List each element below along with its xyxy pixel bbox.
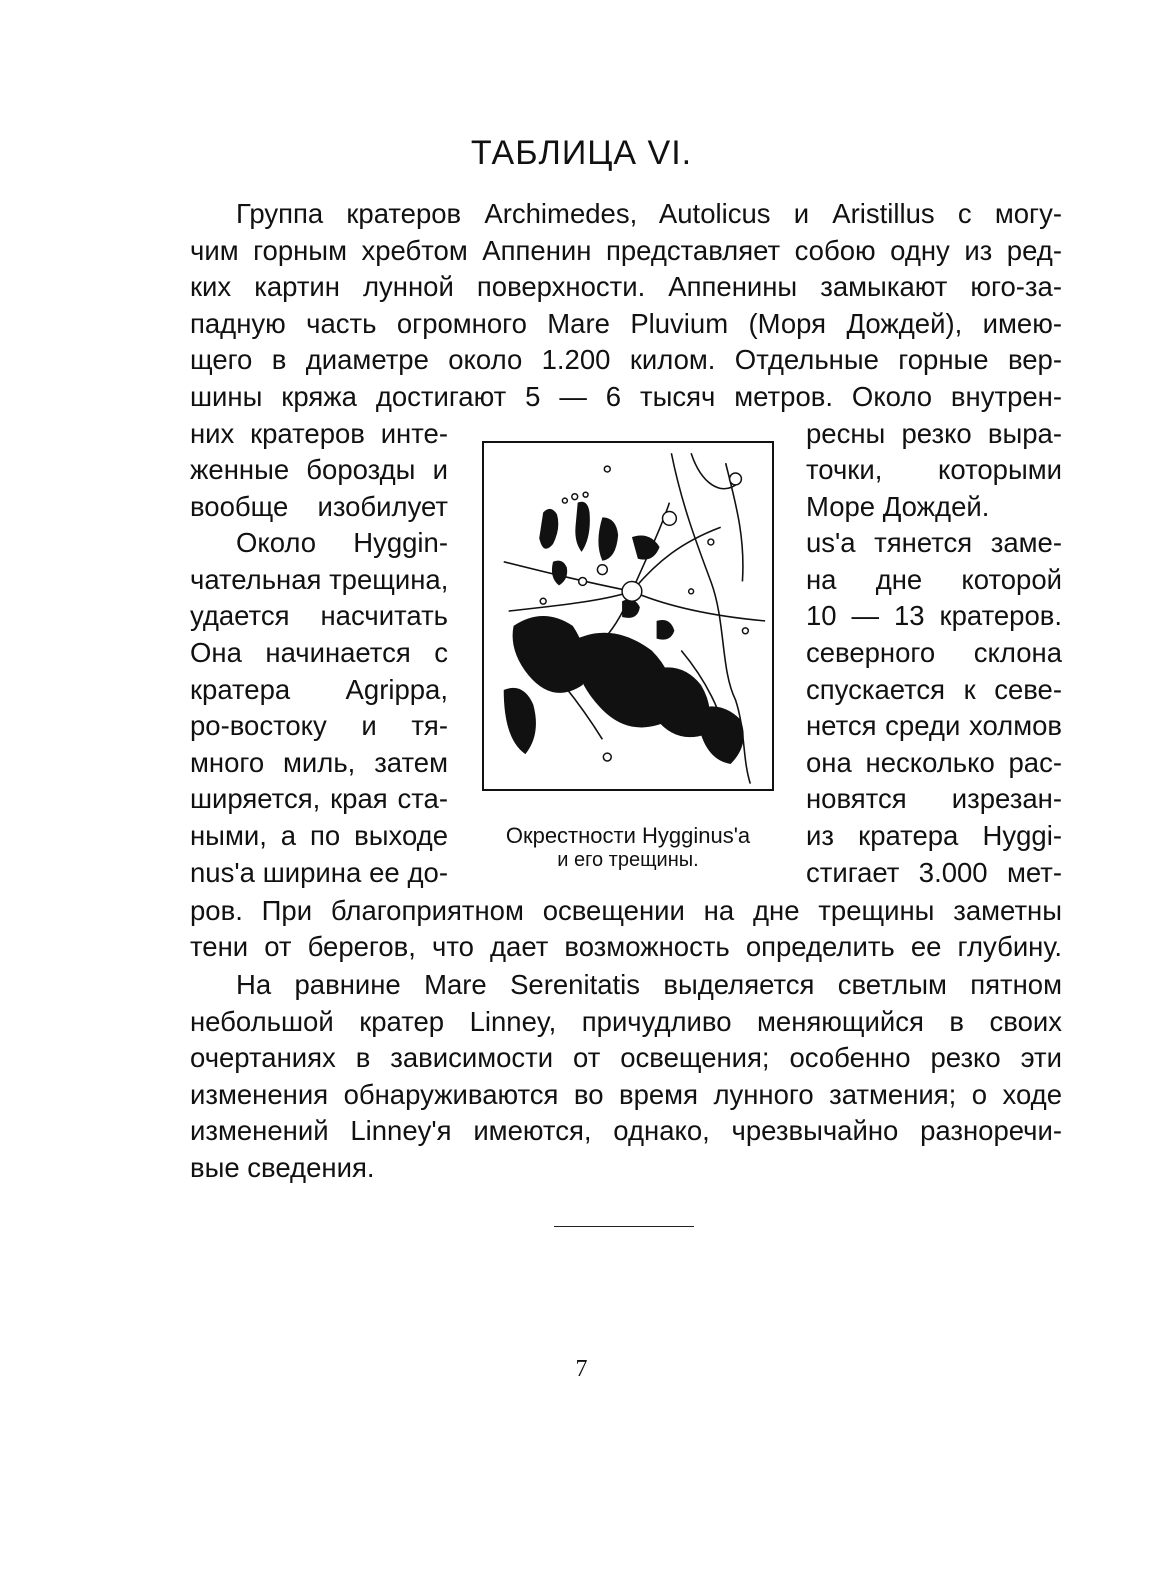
hygginus-rille-map [484, 443, 772, 789]
para3-line: очертаниях в зависимости от освещения; особенно резко эти [190, 1042, 1062, 1073]
wrap-left-line: ро-востоку и тя- [190, 710, 448, 741]
wrap-left-line: кратера Agrippa, [190, 674, 448, 705]
wrap-right-line: спускается к севе- [806, 674, 1062, 705]
lunar-map-figure [482, 441, 774, 791]
para3-line: На равнине Mare Serenitatis выделяется светлым пятном [236, 969, 1062, 1000]
wrap-left-line: Около Hyggin- [236, 527, 448, 558]
wrap-left-line: вообще изобилует [190, 491, 448, 522]
para1-line: щего в диаметре около 1.200 килом. Отдельные горные вер- [190, 344, 1062, 375]
wrap-right-line: 10 — 13 кратеров. [806, 600, 1062, 631]
page-number: 7 [575, 1356, 588, 1382]
wrap-left-line: Она начинается с [190, 637, 448, 668]
para1-line: ких картин лунной поверхности. Аппенины замыкают юго-за- [190, 271, 1062, 302]
wrap-right-line: стигает 3.000 мет- [806, 857, 1062, 888]
wrap-left-line: много миль, затем [190, 747, 448, 778]
wrap-left-line: удается насчитать [190, 600, 448, 631]
para3-line: изменения обнаруживаются во время лунного затмения; о ходе [190, 1079, 1062, 1110]
page-title: ТАБЛИЦА VI. [470, 134, 693, 172]
wrap-right-line: она несколько рас- [806, 747, 1062, 778]
wrap-left-line: ширяется, края ста- [190, 783, 448, 814]
figure-caption-line-1: Окрестности Hygginus'a [505, 823, 751, 848]
para3-line: вые сведения. [190, 1152, 375, 1183]
figure-caption-line-2: и его трещины. [557, 849, 699, 871]
wrap-right-line: северного склона [806, 637, 1062, 668]
wrap-left-line: чательная трещина, [190, 564, 448, 595]
wrap-right-line: новятся изрезан- [806, 783, 1062, 814]
para1-line: падную часть огромного Mare Pluvium (Моря Дождей), имею- [190, 308, 1062, 339]
wrap-left-line: них кратеров инте- [190, 418, 448, 449]
para1-line: Группа кратеров Archimedes, Autolicus и Aristillus с могу- [236, 198, 1062, 229]
para1-line: чим горным хребтом Аппенин представляет собою одну из ред- [190, 235, 1062, 266]
para3-line: небольшой кратер Linney, причудливо меняющийся в своих [190, 1006, 1062, 1037]
para2-line: тени от берегов, что дает возможность определить ее глубину. [190, 931, 1062, 962]
wrap-right-line: точки, которыми [806, 454, 1062, 485]
wrap-right-line: на дне которой [806, 564, 1062, 595]
wrap-right-line: ресны резко выра- [806, 418, 1062, 449]
wrap-right-line: us'a тянется заме- [806, 527, 1062, 558]
wrap-right-line: Море Дождей. [806, 491, 990, 522]
section-divider [554, 1226, 694, 1227]
wrap-right-line: нется среди холмов [806, 710, 1062, 741]
wrap-right-line: из кратера Hyggi- [806, 820, 1062, 851]
para1-line: шины кряжа достигают 5 — 6 тысяч метров. Около внутрен- [190, 381, 1062, 412]
para2-line: ров. При благоприятном освещении на дне трещины заметны [190, 895, 1062, 926]
wrap-left-line: женные борозды и [190, 454, 448, 485]
wrap-left-line: ными, а по выходе [190, 820, 448, 851]
wrap-left-line: nus'a ширина ее до- [190, 857, 448, 888]
para3-line: изменений Linney'я имеются, однако, чрезвычайно разноречи- [190, 1115, 1062, 1146]
